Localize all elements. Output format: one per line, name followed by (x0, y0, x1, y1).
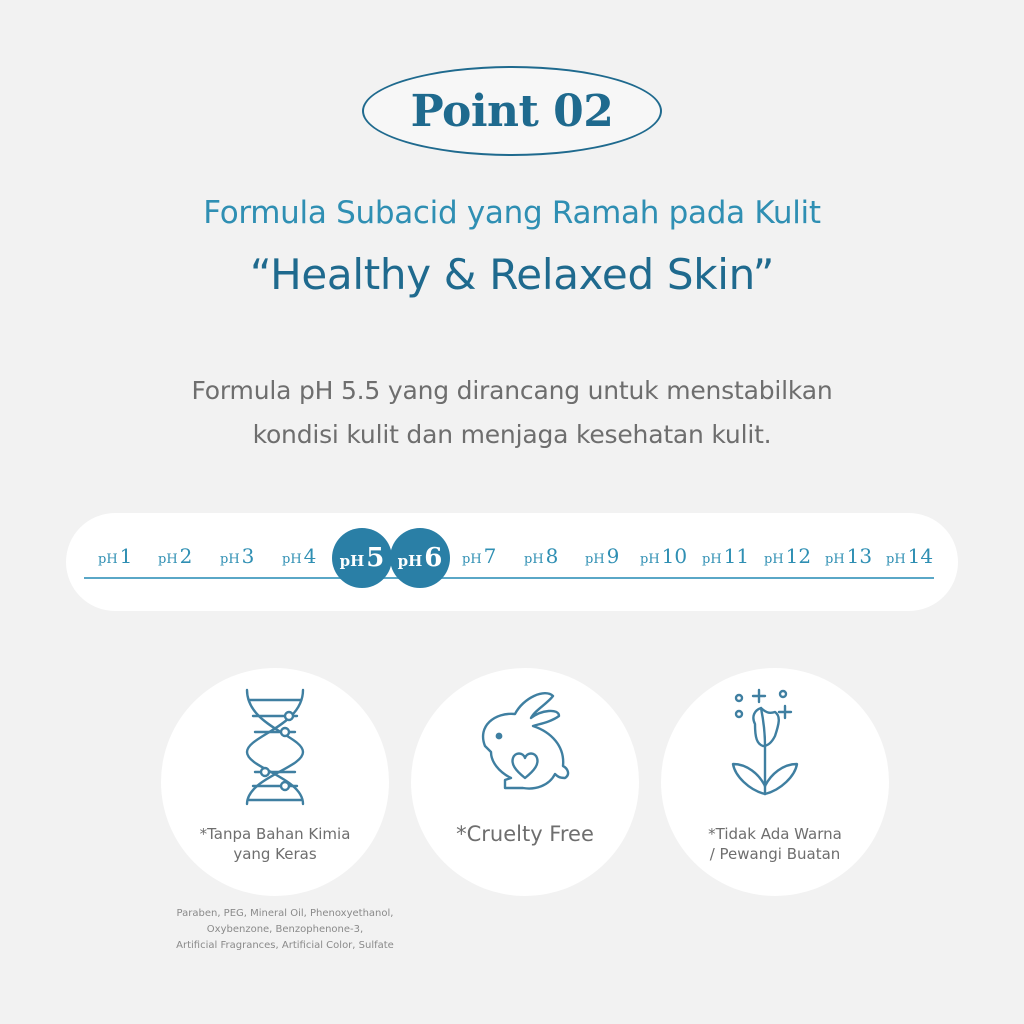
ph-11: pH 11 (702, 544, 750, 568)
dna-icon (225, 686, 325, 806)
description-line-1: Formula pH 5.5 yang dirancang untuk menstabilkan (191, 376, 833, 405)
ph-6-highlight: pH 6 (390, 528, 450, 588)
ph-1: pH 1 (98, 544, 133, 568)
ph-9: pH 9 (585, 544, 620, 568)
feature-label: *Tidak Ada Warna / Pewangi Buatan (708, 825, 842, 863)
ph-13: pH 13 (825, 544, 873, 568)
ph-8: pH 8 (524, 544, 559, 568)
ph-4: pH 4 (282, 544, 317, 568)
feature-label: *Cruelty Free (456, 822, 594, 846)
feature-no-harsh-chemicals (161, 668, 389, 896)
tulip-sparkle-icon (725, 686, 825, 806)
ph-3: pH 3 (220, 544, 255, 568)
ph-2: pH 2 (158, 544, 193, 568)
feature-no-artificial-color-fragrance (661, 668, 889, 896)
subtitle: Formula Subacid yang Ramah pada Kulit (203, 195, 821, 231)
point-label: Point 02 (410, 85, 614, 137)
footnote: Paraben, PEG, Mineral Oil, Phenoxyethanol, Oxybenzone, Benzophenone-3, Artificial Fragrances, Artificial Color, Sulfate (176, 908, 394, 951)
ph-5-highlight: pH 5 (332, 528, 392, 588)
ph-scale-line (84, 577, 934, 579)
ph-12: pH 12 (764, 544, 812, 568)
feature-label: *Tanpa Bahan Kimia yang Keras (199, 825, 351, 863)
ph-10: pH 10 (640, 544, 688, 568)
rabbit-heart-icon (475, 686, 575, 806)
feature-cruelty-free (411, 668, 639, 896)
description-line-2: kondisi kulit dan menjaga kesehatan kulit. (252, 420, 772, 449)
ph-14: pH 14 (886, 544, 934, 568)
ph-7: pH 7 (462, 544, 497, 568)
headline: “Healthy & Relaxed Skin” (249, 250, 775, 299)
point-badge (362, 66, 662, 156)
